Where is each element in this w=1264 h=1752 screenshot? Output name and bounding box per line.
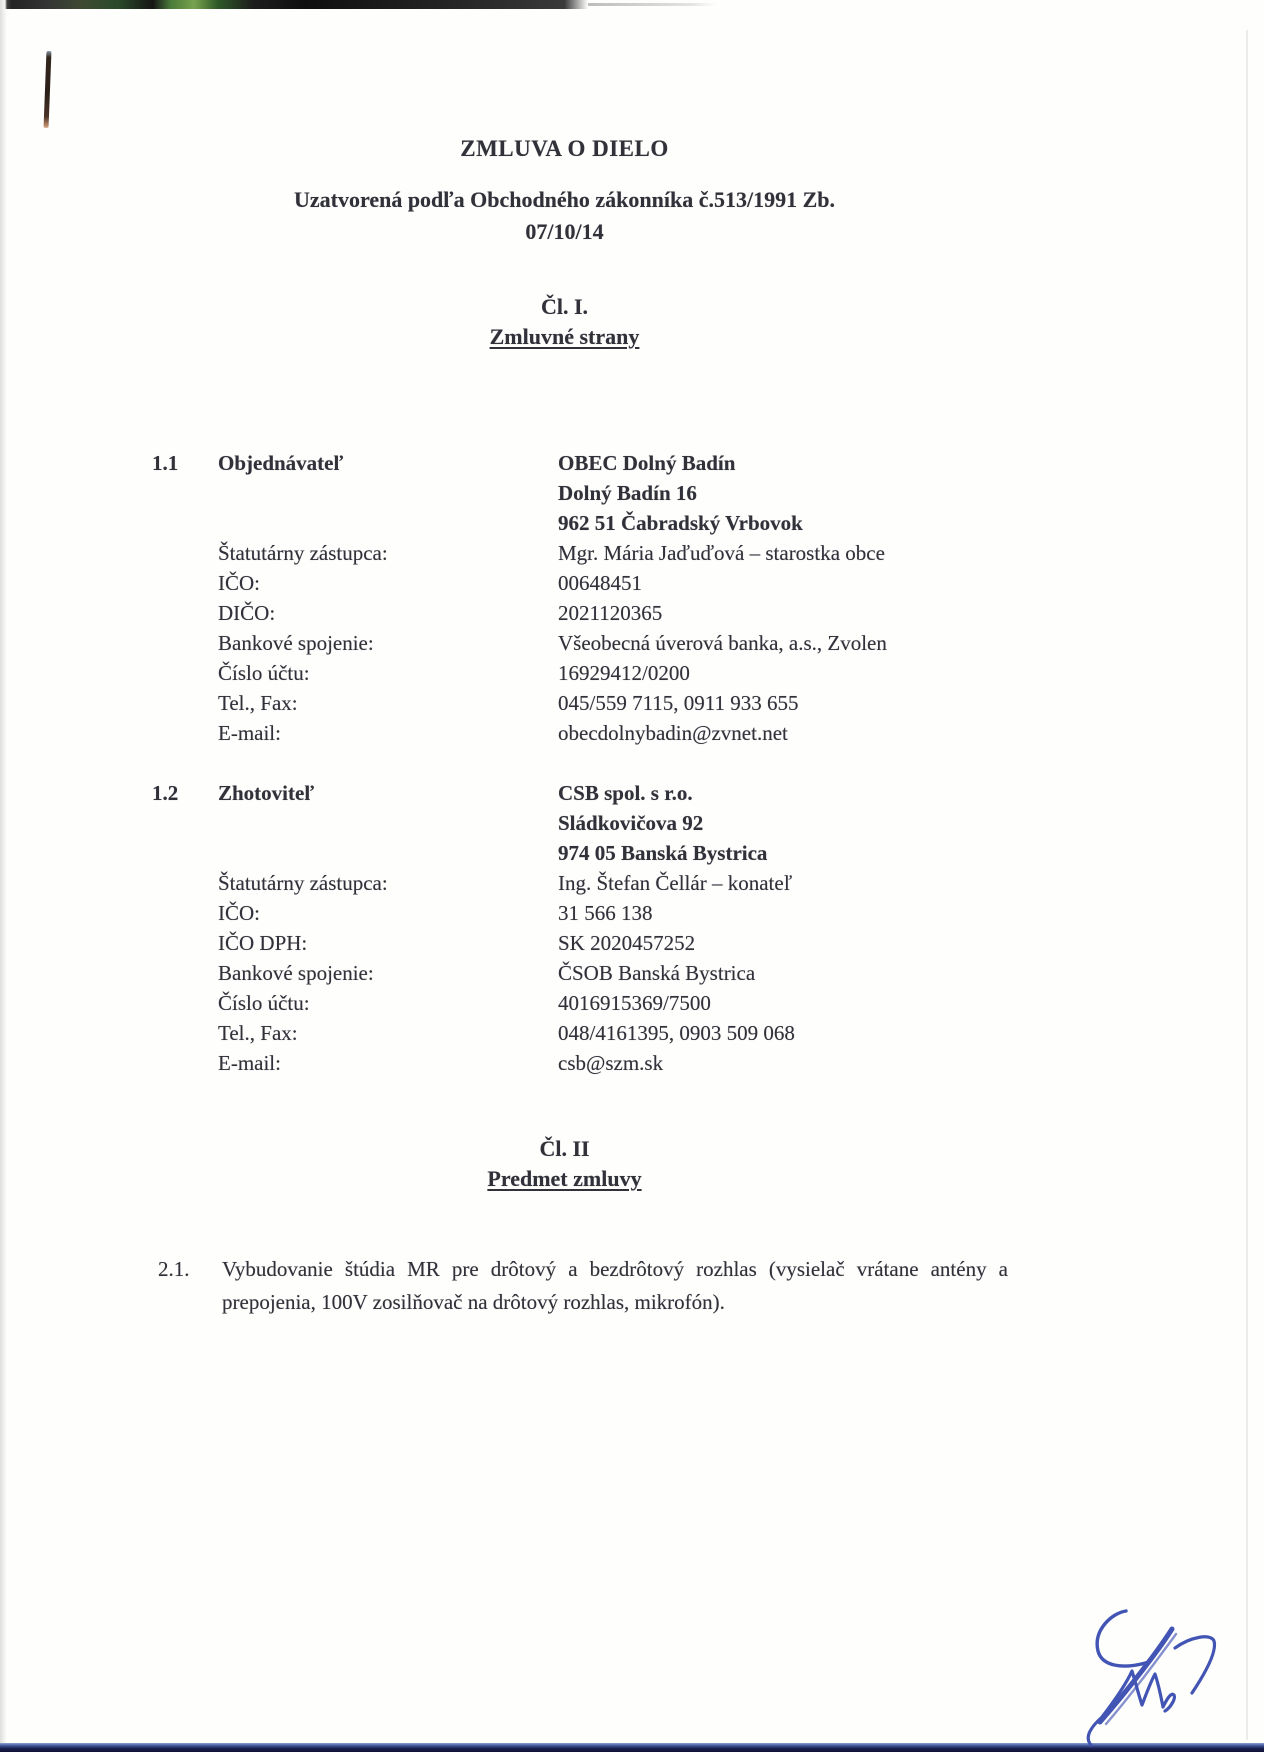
party-role: Zhotoviteľ — [218, 781, 315, 805]
party-name-line: OBEC Dolný Badín — [558, 451, 736, 475]
party-row — [152, 1018, 1032, 1048]
party-name-line: CSB spol. s r.o. — [558, 781, 693, 805]
party-row — [152, 628, 1032, 658]
party-name-line: Dolný Badín 16 — [558, 481, 697, 505]
clause-2-1 — [158, 1253, 1008, 1319]
article2-subheading-text: Predmet zmluvy — [487, 1166, 642, 1191]
article1-subheading-text: Zmluvné strany — [489, 324, 640, 349]
scan-edge-left-band — [0, 0, 7, 1752]
scan-edge-top-strip — [0, 0, 588, 9]
document-subtitle: Uzatvorená podľa Obchodného zákonníka č.513/1991 Zb. — [293, 187, 836, 212]
field-value: 048/4161395, 0903 509 068 — [558, 1021, 795, 1045]
party-number: 1.2 — [152, 781, 179, 805]
party-row — [152, 778, 1032, 808]
party-row — [152, 538, 1032, 568]
party-row — [152, 658, 1032, 688]
party-section-objednavatel — [152, 448, 1032, 748]
field-label: IČO: — [218, 571, 260, 595]
field-label: Číslo účtu: — [218, 661, 310, 685]
party-row — [152, 718, 1032, 748]
field-label: Štatutárny zástupca: — [218, 541, 388, 565]
party-section-zhotovitel — [152, 778, 1032, 1078]
document-date: 07/10/14 — [525, 219, 604, 244]
party-row — [152, 448, 1032, 478]
article1-heading: Čl. I. — [540, 294, 589, 319]
party-row — [152, 958, 1032, 988]
field-label: Bankové spojenie: — [218, 961, 374, 985]
clause-number: 2.1. — [158, 1257, 190, 1281]
field-label: E-mail: — [218, 721, 281, 745]
field-value: 00648451 — [558, 571, 642, 595]
scan-edge-top-strip-faint — [588, 3, 716, 6]
handwritten-signature — [1078, 1596, 1234, 1752]
party-row — [152, 478, 1032, 508]
clause-text: Vybudovanie štúdia MR pre drôtový a bezdrôtový rozhlas (vysielač vrátane antény a prepojenia, 100V zosilňovač na drôtový rozhlas, mikrofón). — [222, 1257, 1008, 1314]
party-row — [152, 1048, 1032, 1078]
document-title: ZMLUVA O DIELO — [460, 136, 669, 161]
party-role: Objednávateľ — [218, 451, 344, 475]
field-value: ČSOB Banská Bystrica — [558, 961, 756, 985]
field-value: 045/559 7115, 0911 933 655 — [558, 691, 799, 715]
article2-heading: Čl. II — [539, 1136, 590, 1161]
field-value: Všeobecná úverová banka, a.s., Zvolen — [558, 631, 887, 655]
party-name-line: Sládkovičova 92 — [558, 811, 704, 835]
article1-subheading — [112, 324, 1017, 350]
party-row — [152, 868, 1032, 898]
party-row — [152, 988, 1032, 1018]
field-value: obecdolnybadin@zvnet.net — [558, 721, 788, 745]
signature-scribble-icon — [1078, 1596, 1234, 1752]
party-row — [152, 688, 1032, 718]
field-value: Ing. Štefan Čellár – konateľ — [558, 871, 793, 895]
scan-edge-bottom-line — [0, 1743, 1264, 1752]
field-label: Bankové spojenie: — [218, 631, 374, 655]
field-label: E-mail: — [218, 1051, 281, 1075]
field-value: 4016915369/7500 — [558, 991, 711, 1015]
party-row — [152, 598, 1032, 628]
party-row — [152, 508, 1032, 538]
field-value: SK 2020457252 — [558, 931, 696, 955]
party-row — [152, 898, 1032, 928]
scan-edge-right-line — [1246, 30, 1248, 1740]
party-row — [152, 928, 1032, 958]
article2-subheading — [112, 1166, 1017, 1192]
pen-mark-artifact — [44, 51, 52, 128]
field-label: Tel., Fax: — [218, 1021, 298, 1045]
field-value: Mgr. Mária Jaďuďová – starostka obce — [558, 541, 885, 565]
party-name-line: 962 51 Čabradský Vrbovok — [558, 511, 803, 535]
party-number: 1.1 — [152, 451, 179, 475]
field-value: 2021120365 — [558, 601, 663, 625]
party-row — [152, 568, 1032, 598]
field-label: DIČO: — [218, 601, 276, 625]
field-value: 16929412/0200 — [558, 661, 690, 685]
field-label: Štatutárny zástupca: — [218, 871, 388, 895]
party-row — [152, 838, 1032, 868]
field-label: Číslo účtu: — [218, 991, 310, 1015]
field-label: IČO DPH: — [218, 931, 308, 955]
field-value: 31 566 138 — [558, 901, 653, 925]
party-row — [152, 808, 1032, 838]
field-label: Tel., Fax: — [218, 691, 298, 715]
field-label: IČO: — [218, 901, 260, 925]
party-name-line: 974 05 Banská Bystrica — [558, 841, 768, 865]
field-value: csb@szm.sk — [558, 1051, 664, 1075]
